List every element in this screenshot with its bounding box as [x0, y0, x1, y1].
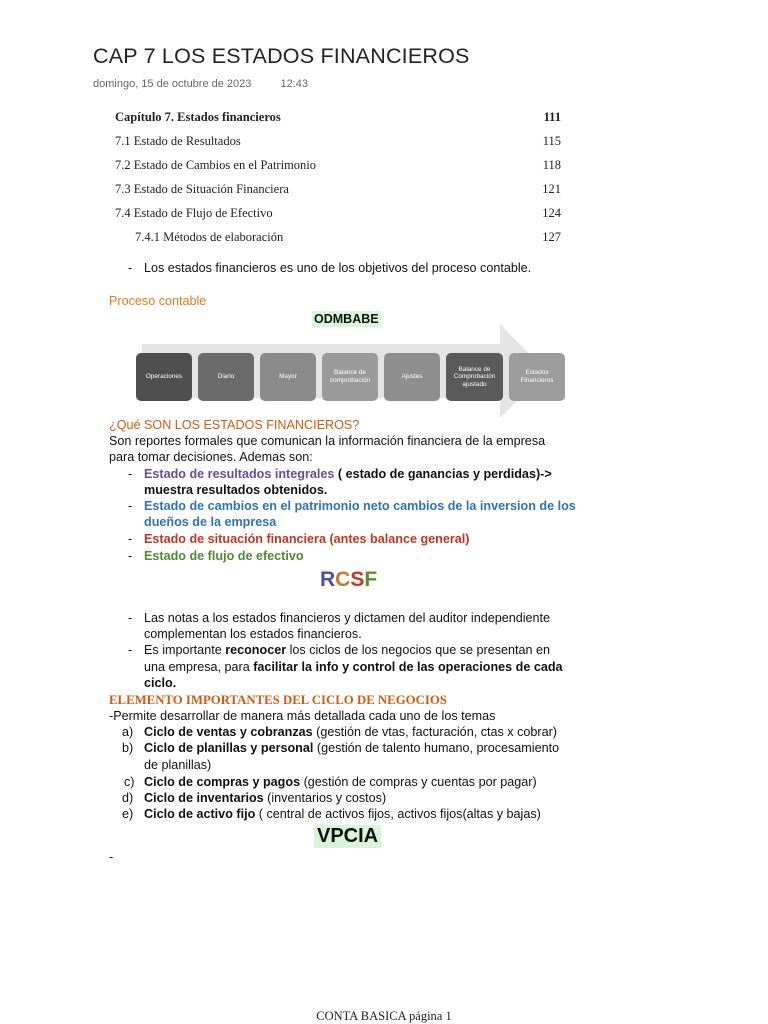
list-item: Ciclo de planillas y personal (gestión de talento humano, procesamiento [144, 741, 560, 755]
toc-row [115, 182, 561, 200]
ciclo-intro: -Permite desarrollar de manera más detallada cada uno de los temas [109, 709, 496, 723]
process-step: Diario [198, 353, 254, 401]
toc-page: 127 [542, 230, 561, 244]
toc-text: 7.1 Estado de Resultados [115, 134, 241, 148]
time-text: 12:43 [280, 78, 308, 90]
toc-page: 115 [542, 134, 561, 148]
page-date [93, 78, 308, 90]
toc-text: 7.4.1 Métodos de elaboración [135, 230, 284, 244]
toc-page: 118 [542, 158, 561, 172]
page-footer: CONTA BASICA página 1 [316, 1009, 452, 1023]
process-step: Ajustes [384, 353, 440, 401]
list-item-cont: complementan los estados financieros. [144, 627, 362, 641]
list-item: Ciclo de compras y pagos (gestión de compras y cuentas por pagar) [144, 775, 537, 789]
list-item: Estado de flujo de efectivo [144, 549, 304, 563]
vpcia-acronym: VPCIA [314, 825, 381, 848]
toc-text: 7.3 Estado de Situación Financiera [115, 182, 289, 196]
list-item: Las notas a los estados financieros y dictamen del auditor independiente [144, 611, 551, 625]
trailing-dash: - [109, 850, 114, 864]
list-item: Es importante reconocer los ciclos de los negocios que se presentan en [144, 643, 551, 657]
toc-row [115, 134, 561, 152]
toc-page: 124 [542, 206, 561, 220]
toc-row [115, 230, 561, 248]
list-item-cont: de planillas) [144, 758, 212, 772]
toc-text: 7.2 Estado de Cambios en el Patrimonio [115, 158, 317, 172]
process-step: Balance de comprobación [322, 353, 378, 401]
list-item-cont: una empresa, para facilitar la info y control de las operaciones de cada [144, 660, 563, 674]
toc-text: Capítulo 7. Estados financieros [115, 110, 281, 124]
ciclo-heading: ELEMENTO IMPORTANTES DEL CICLO DE NEGOCIOS [109, 693, 447, 707]
list-item: Estado de situación financiera (antes balance general) [144, 532, 470, 546]
list-item: Ciclo de ventas y cobranzas (gestión de vtas, facturación, ctas x cobrar) [144, 725, 557, 739]
toc-row [115, 206, 561, 224]
list-item-cont: muestra resultados obtenidos. [144, 483, 328, 497]
process-step: Mayor [260, 353, 316, 401]
toc-text: 7.4 Estado de Flujo de Efectivo [115, 206, 273, 220]
process-step: Balance de Comprobación ajustado [446, 353, 503, 401]
list-item: Ciclo de activo fijo ( central de activos fijos, activos fijos(altas y bajas) [144, 807, 541, 821]
date-text: domingo, 15 de octubre de 2023 [93, 78, 252, 90]
process-diagram [134, 324, 570, 418]
list-item: Ciclo de inventarios (inventarios y costos) [144, 791, 387, 805]
proceso-heading: Proceso contable [109, 294, 207, 308]
toc-row [115, 110, 561, 128]
process-step: Operaciones [136, 353, 192, 401]
list-item-cont: dueños de la empresa [144, 515, 277, 529]
que-son-heading: ¿Qué SON LOS ESTADOS FINANCIEROS? [109, 418, 360, 432]
que-son-line: para tomar decisiones. Ademas son: [109, 450, 313, 464]
process-step: Estados Financieros [509, 353, 565, 401]
intro-bullet-text: Los estados financieros es uno de los objetivos del proceso contable. [144, 261, 532, 275]
bullet-dash: - [128, 261, 133, 275]
toc-row [115, 158, 561, 176]
toc-page: 111 [543, 110, 561, 124]
que-son-line: Son reportes formales que comunican la información financiera de la empresa [109, 434, 546, 448]
odmbabe-acronym: ODMBABE [314, 312, 379, 326]
toc-page: 121 [542, 182, 561, 196]
page-title: CAP 7 LOS ESTADOS FINANCIEROS [93, 44, 470, 68]
list-item: Estado de cambios en el patrimonio neto cambios de la inversion de los [144, 499, 576, 513]
list-item: Estado de resultados integrales ( estado de ganancias y perdidas)-> [144, 467, 552, 481]
list-item-cont: ciclo. [144, 676, 177, 690]
rcsf-acronym: RCSF [320, 568, 378, 591]
